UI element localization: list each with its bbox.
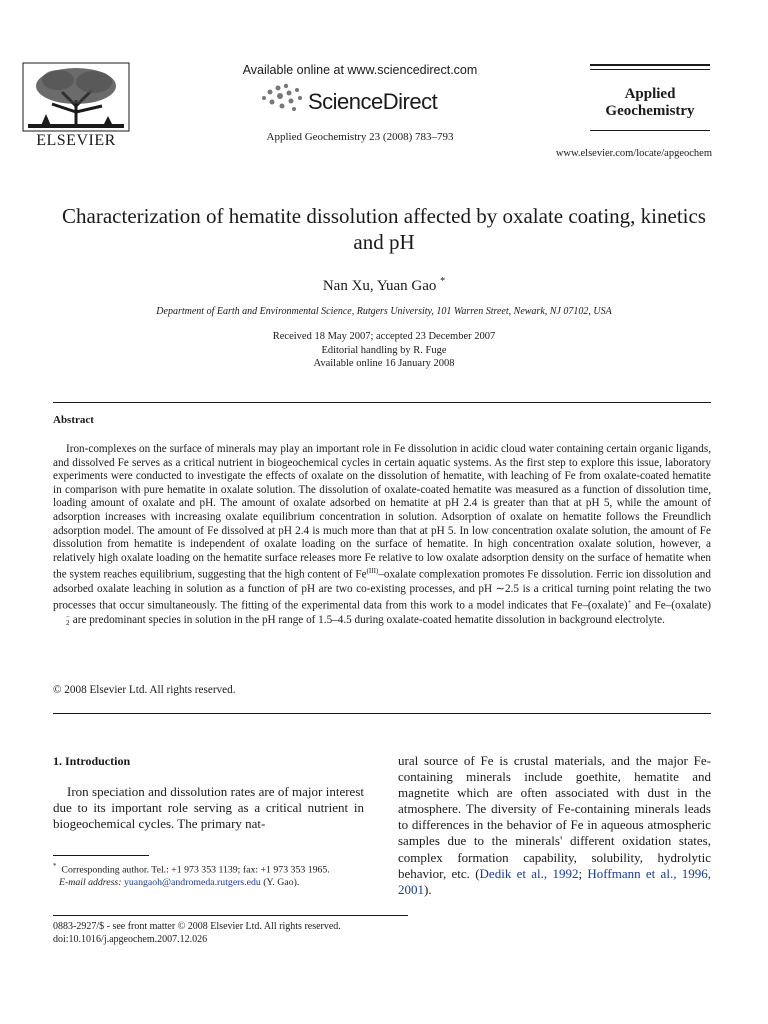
abstract-bottom-rule bbox=[53, 713, 711, 714]
superscript: − bbox=[66, 613, 70, 622]
abstract-heading: Abstract bbox=[53, 414, 94, 426]
superscript: (III) bbox=[366, 567, 379, 576]
header-rule bbox=[590, 69, 710, 70]
corresponding-author-info: Corresponding author. Tel.: +1 973 353 1139; fax: +1 973 353 1965. bbox=[61, 864, 330, 876]
article-history bbox=[200, 330, 568, 371]
sciencedirect-logo bbox=[258, 82, 463, 122]
header-rule bbox=[590, 64, 710, 66]
abstract-text-part: are predominant species in solution in the pH range of 1.5–4.5 during oxalate-coated hematite dissolution in background electrolyte. bbox=[69, 613, 665, 626]
sciencedirect-wordmark: ScienceDirect bbox=[308, 89, 438, 114]
doi-link[interactable]: doi:10.1016/j.apgeochem.2007.12.026 bbox=[53, 934, 208, 945]
abstract-top-rule bbox=[53, 402, 711, 403]
superscript: + bbox=[627, 598, 632, 607]
journal-url-link[interactable]: www.elsevier.com/locate/apgeochem bbox=[555, 148, 712, 159]
intro-paragraph: ural source of Fe is crustal materials, and the major Fe-containing minerals include goethite, hematite and magnetite which are often associated with dust in the atmosphere. The diversity of Fe-containing minerals leads to differences in the behavior of Fe in aqueous atmospheric samples due to the minerals' different oxidation states, complex formation capability, solubility, hydrolytic behavior, etc. ( bbox=[398, 753, 711, 881]
section-heading-introduction: 1. Introduction bbox=[53, 754, 131, 768]
available-online-text: Available online at www.sciencedirect.com bbox=[242, 63, 478, 77]
abstract-text-part: Iron-complexes on the surface of minerals may play an important role in Fe dissolution in acidic cloud water containing certain organic ligands, and dissolved Fe serves as a critical nutrient in biogeochemical cycles in certain aquatic systems. As the first step to explore this issue, laboratory experiments were conducted to investigate the effects of oxalate on the dissolution of hematite, with leaching of Fe from oxalate-coated hematite in comparison with pure hematite in oxalate solution. The dissolution of oxalate-coated hematite was measured as a function of dissolution time, loading amount of oxalate and pH. The amount of oxalate adsorbed on hematite at pH 2.4 is greater than that at pH 5, while the amount of adsorption increases with increasing oxalate equilibrium concentration in solution. Adsorption of oxalate on hematite follows the Freundlich adsorption model. The amount of Fe dissolved at pH 2.4 is much more than that at pH 5. In low concentration oxalate solution, the amount of Fe dissolution from hematite is independent of oxalate loading on the surface of hematite. In high concentration oxalate solution, however, a relatively high oxalate loading on the hematite surface releases more Fe relative to low oxalate adsorption density on the surface of hematite when the system reaches equilibrium, suggesting that the high content of Fe bbox=[53, 443, 711, 582]
intro-left-column bbox=[53, 784, 364, 832]
footnote-rule bbox=[53, 855, 149, 856]
email-link[interactable]: yuangaoh@andromeda.rutgers.edu bbox=[123, 876, 261, 888]
abstract-text-part: –oxalate complexation promotes Fe dissolution. Ferric ion dissolution and adsorbed oxalate leaching in solution as a function of pH are two co-existing processes, and pH ∼2.5 is a critical turning point relating the two processes that occur simultaneously. The fitting of the experimental data from this work to a model indicates that Fe–(oxalate) bbox=[53, 569, 711, 612]
footnote-mark: * bbox=[53, 862, 57, 870]
article-title: Characterization of hematite dissolution affected by oxalate coating, kinetics and pH bbox=[62, 204, 706, 254]
sentence-end: ). bbox=[424, 881, 432, 897]
corresponding-author-mark[interactable]: * bbox=[440, 276, 446, 287]
publisher-name: ELSEVIER bbox=[36, 132, 116, 149]
email-owner: (Y. Gao). bbox=[260, 876, 300, 888]
received-date: Received 18 May 2007; accepted 23 December 2007 bbox=[272, 331, 496, 342]
available-online-date: Available online 16 January 2008 bbox=[313, 358, 455, 369]
citation-separator: ; bbox=[578, 865, 588, 881]
journal-citation-line: Applied Geochemistry 23 (2008) 783–793 bbox=[266, 131, 454, 143]
editorial-handling: Editorial handling by R. Fuge bbox=[321, 344, 447, 356]
footnote bbox=[53, 860, 364, 889]
abstract-text-part: and Fe–(oxalate) bbox=[631, 600, 712, 612]
abstract-copyright: © 2008 Elsevier Ltd. All rights reserved. bbox=[53, 684, 236, 696]
bottom-rule bbox=[53, 915, 408, 916]
author-list bbox=[60, 276, 708, 295]
subscript: 2 bbox=[66, 619, 70, 628]
intro-right-column bbox=[398, 753, 711, 898]
abstract-body bbox=[53, 443, 711, 627]
publication-info bbox=[53, 920, 453, 946]
citation-link[interactable]: Hoffmann et al., 1996, 2001 bbox=[398, 865, 711, 897]
issn-line: 0883-2927/$ - see front matter © 2008 Elsevier Ltd. All rights reserved. bbox=[53, 921, 341, 932]
citation-link[interactable]: Dedik et al., 1992 bbox=[479, 865, 579, 881]
author-names: Nan Xu, Yuan Gao bbox=[322, 278, 437, 294]
author-affiliation: Department of Earth and Environmental Science, Rutgers University, 101 Warren Street, Newark, NJ 07102, USA bbox=[156, 306, 612, 317]
email-label: E-mail address: bbox=[59, 876, 122, 888]
journal-name: Applied Geochemistry bbox=[605, 86, 695, 119]
header-rule bbox=[590, 130, 710, 131]
intro-paragraph: Iron speciation and dissolution rates are of major interest due to its important role serving as a critical nutrient in biogeochemical cycles. The primary nat- bbox=[53, 784, 364, 831]
